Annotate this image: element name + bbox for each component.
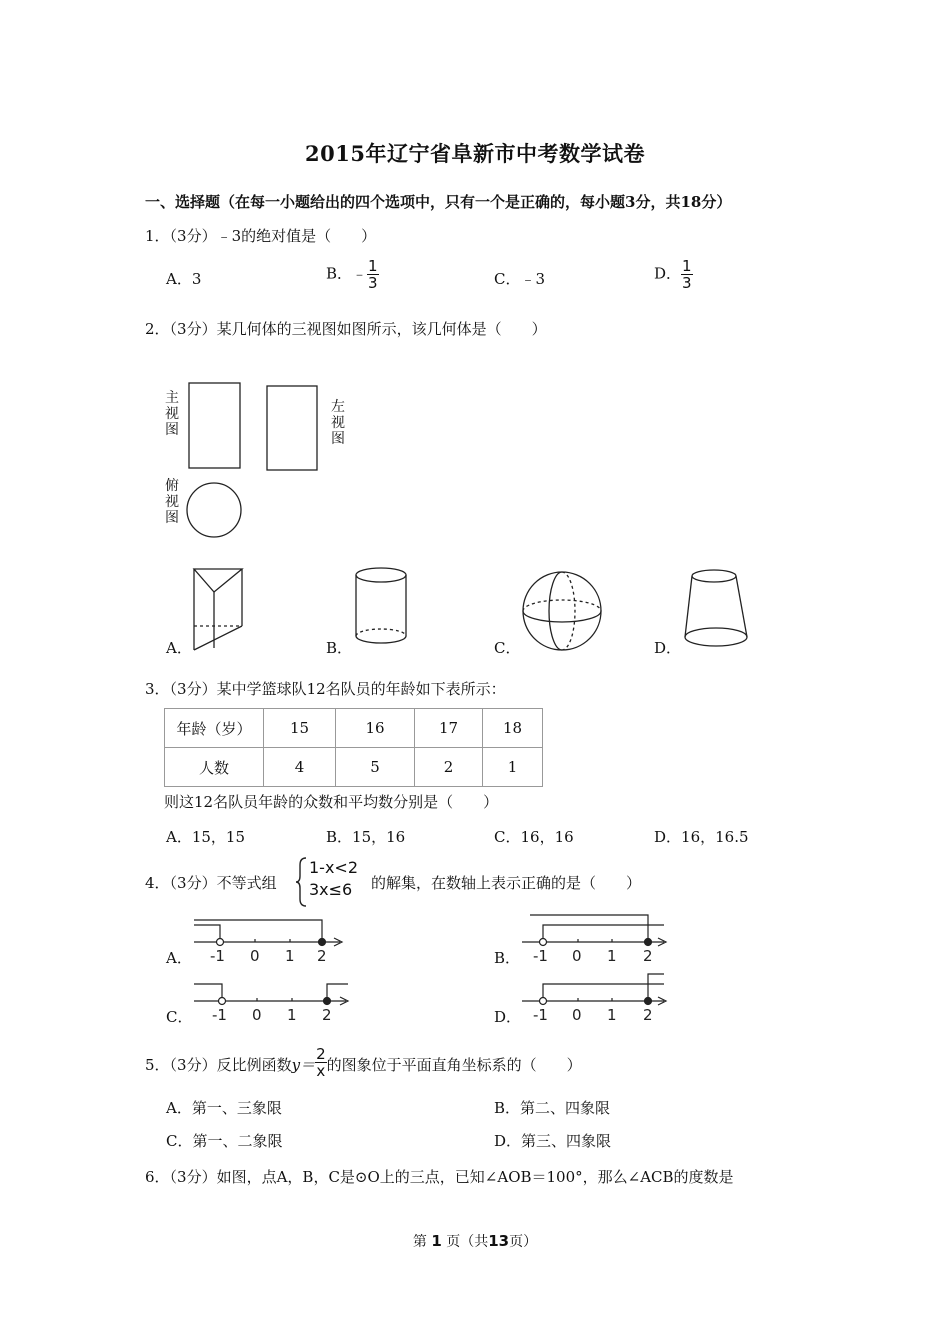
number-line-a — [194, 920, 342, 946]
page-number: 1 — [431, 1232, 442, 1250]
q5-option-d: D．第三、四象限 — [494, 1132, 612, 1150]
axis-tick-label: 0 — [250, 947, 260, 965]
axis-tick-label: 1 — [607, 1006, 617, 1024]
fraction-denominator: 3 — [682, 274, 692, 292]
footer-text: 页（共 — [446, 1234, 489, 1250]
fraction-numerator: 1 — [682, 257, 692, 275]
axis-tick-label: -1 — [533, 1006, 548, 1024]
q3-option-b: B．15，16 — [326, 828, 406, 846]
axis-tick-label: 2 — [643, 1006, 653, 1024]
axis-tick-label: 0 — [572, 1006, 582, 1024]
q2-option-a: A． — [166, 639, 192, 657]
left-view-label: 左视图 — [331, 399, 345, 447]
q3-option-d: D．16，16.5 — [654, 828, 749, 846]
question-4-stem-pre: 4．（3分）不等式组 — [145, 874, 277, 892]
page-total: 13 — [488, 1232, 510, 1250]
question-3-stem: 3．（3分）某中学篮球队12名队员的年龄如下表所示： — [145, 680, 506, 698]
q2-option-b: B． — [326, 639, 353, 657]
axis-tick-label: -1 — [212, 1006, 227, 1024]
question-4-stem-post: 的解集，在数轴上表示正确的是（ ） — [371, 874, 642, 892]
question-1-stem: 1．（3分）﹣3的绝对值是（ ） — [145, 227, 377, 245]
axis-tick-label: -1 — [210, 947, 225, 965]
top-view-label: 俯视图 — [165, 478, 179, 526]
fraction-numerator: 2 — [316, 1045, 326, 1063]
q1-option-b-label: B． — [326, 264, 353, 283]
table-cell: 5 — [336, 748, 415, 787]
table-cell: 人数 — [165, 748, 264, 787]
q4-option-a: A． — [166, 949, 192, 967]
axis-tick-label: 2 — [643, 947, 653, 965]
question-5-stem-pre: 5．（3分）反比例函数 — [145, 1056, 292, 1074]
axis-tick-label: 1 — [607, 947, 617, 965]
fraction — [315, 1046, 327, 1079]
question-5-stem — [145, 1046, 582, 1079]
axis-tick-label: 2 — [322, 1006, 332, 1024]
q1-option-d-label: D． — [654, 264, 682, 283]
table-cell: 18 — [483, 709, 543, 748]
section-heading: 一、选择题（在每一小题给出的四个选项中，只有一个是正确的，每小题3分，共18分） — [145, 193, 732, 211]
axis-tick-label: 0 — [252, 1006, 262, 1024]
fraction-denominator: x — [316, 1062, 326, 1080]
q4-option-b: B． — [494, 949, 521, 967]
q5-option-c: C．第一、二象限 — [166, 1132, 283, 1150]
exam-title: 2015年辽宁省阜新市中考数学试卷 — [305, 141, 645, 166]
axis-tick-label: 0 — [572, 947, 582, 965]
q4-option-c: C． — [166, 1008, 193, 1026]
q2-option-c: C． — [494, 639, 521, 657]
table-cell: 2 — [415, 748, 483, 787]
axis-tick-label: 1 — [285, 947, 295, 965]
question-3-followup: 则这12名队员年龄的众数和平均数分别是（ ） — [164, 793, 499, 811]
q3-option-a: A．15，15 — [166, 828, 246, 846]
number-line-c — [194, 984, 348, 1005]
question-2-stem: 2．（3分）某几何体的三视图如图所示，该几何体是（ ） — [145, 320, 547, 338]
question-6-stem: 6．（3分）如图，点A，B，C是⊙O上的三点，已知∠AOB＝100°，那么∠ACB的度数是 — [145, 1168, 734, 1186]
question-5-stem-post: 的图象位于平面直角坐标系的（ ） — [326, 1056, 582, 1074]
main-view-label: 主视图 — [165, 390, 179, 438]
number-line-b — [522, 915, 666, 946]
q2-option-d: D． — [654, 639, 682, 657]
q3-option-c: C．16，16 — [494, 828, 574, 846]
table-cell: 17 — [415, 709, 483, 748]
table-cell: 1 — [483, 748, 543, 787]
page-footer — [0, 1231, 950, 1251]
minus-sign: ﹣ — [352, 264, 368, 283]
q1-option-c: C．﹣3 — [494, 270, 546, 288]
fraction-denominator: 3 — [368, 274, 378, 292]
q5-option-a: A．第一、三象限 — [166, 1099, 282, 1117]
q4-option-d: D． — [494, 1008, 522, 1026]
axis-tick-label: 2 — [317, 947, 327, 965]
table-cell: 15 — [264, 709, 336, 748]
footer-text: 第 — [412, 1234, 427, 1250]
inequality-1: 1-x<2 — [309, 858, 359, 877]
q1-option-a: A．3 — [166, 270, 202, 288]
table-cell: 16 — [336, 709, 415, 748]
table-cell: 年龄（岁） — [165, 709, 264, 748]
inequality-2: 3x≤6 — [309, 880, 353, 899]
axis-tick-label: -1 — [533, 947, 548, 965]
fraction-numerator: 1 — [368, 257, 378, 275]
q5-option-b: B．第二、四象限 — [494, 1099, 611, 1117]
function-variable: y＝ — [291, 1056, 316, 1074]
number-line-d — [522, 974, 666, 1005]
table-cell: 4 — [264, 748, 336, 787]
footer-text: 页） — [509, 1234, 538, 1250]
axis-tick-label: 1 — [287, 1006, 297, 1024]
